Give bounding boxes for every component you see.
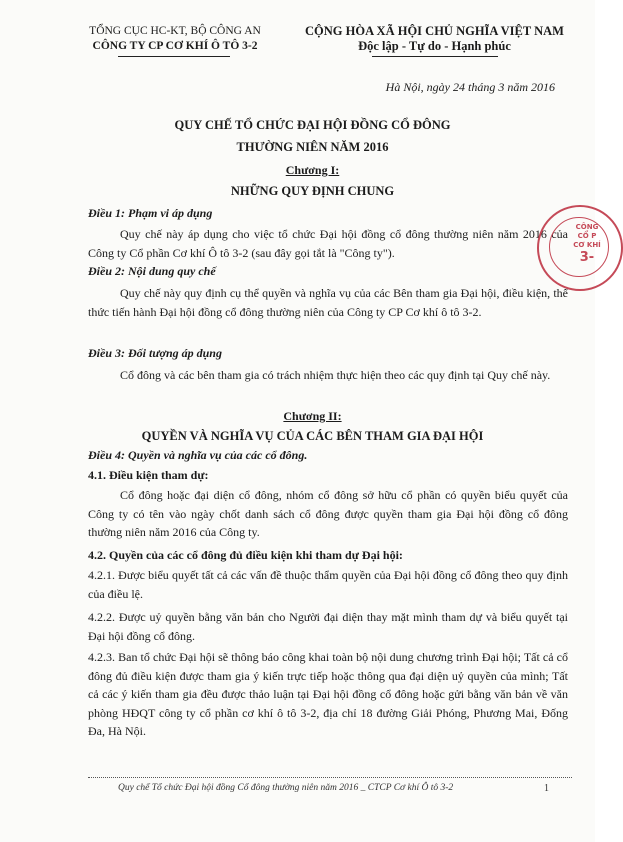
chapter-2-label: Chương II: — [283, 409, 342, 423]
clause-4-2-3: 4.2.3. Ban tổ chức Đại hội sẽ thông báo công khai toàn bộ nội dung chương trình Đại hội; Tất cả cổ đông đủ điều kiện được tham gia ý kiến trực tiếp hoặc thông qua đại diện uỷ quyền của mình; Tất cả các ý kiến tham gia đều được thảo luận tại Đại hội đồng cổ đông hoặc gửi bằng văn bản về văn phòng HĐQT công ty cổ phần cơ khí ô tô 3-2, địa chỉ 18 đường Giải Phóng, Phương Mai, Đống Đa, Hà Nội. — [88, 650, 568, 738]
article-1-body: Quy chế này áp dụng cho việc tổ chức Đại hội đồng cổ đông thường niên năm 2016 của Công ty Cổ phần Cơ khí Ô tô 3-2 (sau đây gọi tắt là "Công ty"). — [88, 227, 568, 260]
clause-4-2-1: 4.2.1. Được biểu quyết tất cả các vấn đề thuộc thẩm quyền của Đại hội đồng cổ đông theo quy định của điều lệ. — [88, 568, 568, 601]
article-3-body: Cổ đông và các bên tham gia có trách nhiệm thực hiện theo các quy định tại Quy chế này. — [120, 368, 551, 382]
chapter-1-title: NHỮNG QUY ĐỊNH CHUNG — [230, 184, 395, 198]
page-number: 1 — [544, 783, 549, 794]
issuer-parent: TỔNG CỤC HC-KT, BỘ CÔNG AN — [89, 25, 261, 37]
chapter-2-title: QUYỀN VÀ NGHĨA VỤ CỦA CÁC BÊN THAM GIA ĐẠI HỘI — [141, 429, 484, 443]
doc-title-line2: THƯỜNG NIÊN NĂM 2016 — [236, 140, 389, 154]
issuer-company: CÔNG TY CP CƠ KHÍ Ô TÔ 3-2 — [92, 40, 258, 52]
motto-underline — [372, 56, 498, 57]
company-seal: CÔNG CỔ P CƠ KHÍ 3- — [537, 205, 623, 291]
section-4-1-heading: 4.1. Điều kiện tham dự: — [88, 468, 209, 482]
article-2-heading: Điều 2: Nội dung quy chế — [88, 264, 216, 278]
national-motto-block — [292, 24, 577, 54]
doc-title-line1: QUY CHẾ TỔ CHỨC ĐẠI HỘI ĐỒNG CỔ ĐÔNG — [174, 118, 451, 132]
issuer-underline — [118, 56, 230, 57]
article-2-body: Quy chế này quy định cụ thể quyền và nghĩa vụ của các Bên tham gia Đại hội, điều kiện, thể thức tiến hành Đại hội đồng cổ đông thường niên của Công ty CP Cơ khí ô tô 3-2. — [88, 286, 568, 319]
chapter-1-label: Chương I: — [285, 163, 340, 177]
motto: Độc lập - Tự do - Hạnh phúc — [358, 39, 511, 53]
section-4-2-heading: 4.2. Quyền của các cổ đông đủ điều kiện khi tham dự Đại hội: — [88, 548, 403, 562]
country-name: CỘNG HÒA XÃ HỘI CHỦ NGHĨA VIỆT NAM — [305, 24, 564, 38]
article-4-heading: Điều 4: Quyền và nghĩa vụ của các cổ đông. — [88, 448, 308, 462]
issuer-block — [60, 24, 290, 54]
footer-text: Quy chế Tổ chức Đại hội đồng Cổ đông thường niên năm 2016 _ CTCP Cơ khí Ô tô 3-2 — [118, 783, 454, 793]
article-3-heading: Điều 3: Đối tượng áp dụng — [88, 346, 222, 360]
section-4-1-body: Cổ đông hoặc đại diện cổ đông, nhóm cổ đông sở hữu cổ phần có quyền biểu quyết của Công ty có tên vào ngày chốt danh sách cổ đông được quyền tham gia Đại hội đồng cổ đông thường niên năm 2016 của Công ty. — [88, 488, 568, 539]
clause-4-2-2: 4.2.2. Được uỷ quyền bằng văn bản cho Người đại diện thay mặt mình tham dự và biểu quyết tại Đại hội đồng cổ đông. — [88, 610, 568, 643]
footer-divider — [88, 777, 572, 778]
issue-date: Hà Nội, ngày 24 tháng 3 năm 2016 — [385, 80, 555, 94]
article-1-heading: Điều 1: Phạm vi áp dụng — [88, 206, 213, 220]
